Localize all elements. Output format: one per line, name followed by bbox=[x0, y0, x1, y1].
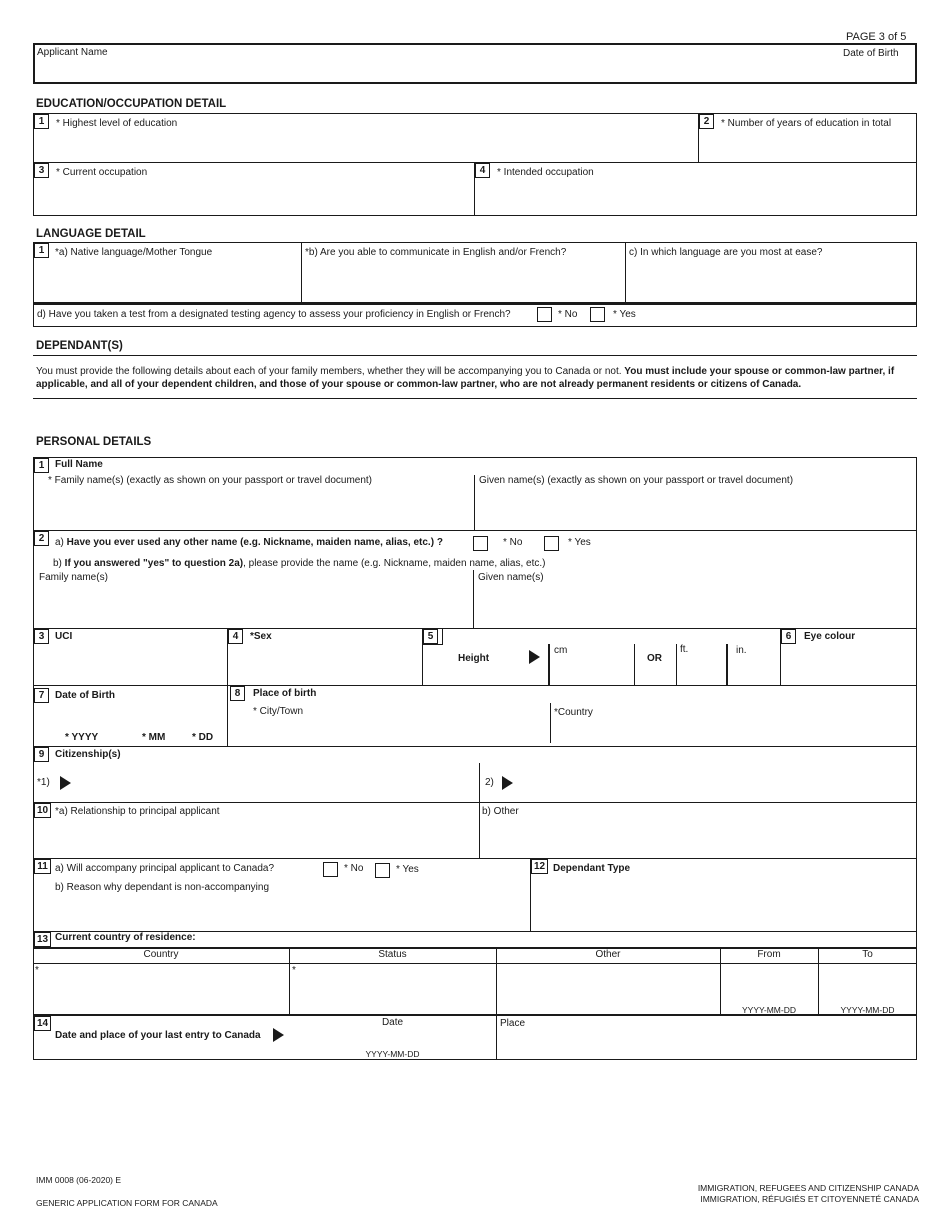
residence-status-header: Status bbox=[378, 949, 407, 960]
birth-city-label: * City/Town bbox=[253, 706, 304, 717]
residence-other-field[interactable] bbox=[499, 966, 718, 1013]
birth-country-field[interactable] bbox=[553, 721, 915, 744]
eye-colour-label: Eye colour bbox=[804, 631, 856, 642]
personal-q9-number: 9 bbox=[34, 747, 49, 762]
citizenship-2-label: 2) bbox=[485, 777, 494, 788]
other-name-yes-checkbox[interactable] bbox=[544, 536, 559, 551]
education-q3-number: 3 bbox=[34, 163, 49, 178]
height-label: Height bbox=[458, 653, 490, 664]
last-entry-date-field[interactable] bbox=[292, 1031, 492, 1047]
residence-other-header: Other bbox=[595, 949, 621, 960]
dependants-section-title: DEPENDANT(S) bbox=[36, 340, 123, 352]
personal-q14-number: 14 bbox=[34, 1016, 51, 1031]
language-test-no-label: * No bbox=[558, 309, 578, 320]
birth-year-label: * YYYY bbox=[65, 732, 99, 743]
most-at-ease-field[interactable] bbox=[628, 262, 915, 300]
height-or-label: OR bbox=[647, 653, 662, 664]
other-family-name-field[interactable] bbox=[36, 587, 472, 626]
height-in-label: in. bbox=[736, 645, 747, 656]
birth-day-label: * DD bbox=[192, 732, 214, 743]
language-test-label: d) Have you taken a test from a designated testing agency to assess your proficiency in English or French? bbox=[37, 309, 511, 320]
last-entry-label: Date and place of your last entry to Canada bbox=[55, 1030, 261, 1041]
uci-field[interactable] bbox=[36, 647, 224, 683]
last-entry-place-label: Place bbox=[500, 1018, 526, 1029]
non-accompany-reason-field[interactable] bbox=[54, 896, 526, 930]
highest-education-field[interactable] bbox=[54, 132, 694, 160]
birth-month-label: * MM bbox=[142, 732, 166, 743]
family-name-label: * Family name(s) (exactly as shown on your passport or travel document) bbox=[48, 475, 373, 486]
relationship-other-field[interactable] bbox=[482, 820, 914, 856]
accompany-yes-checkbox[interactable] bbox=[375, 863, 390, 878]
height-in-field[interactable] bbox=[730, 658, 778, 683]
birth-country-label: *Country bbox=[554, 707, 593, 718]
other-name-no-checkbox[interactable] bbox=[473, 536, 488, 551]
other-name-question: a) Have you ever used any other name (e.g. Nickname, maiden name, alias, etc.) ? bbox=[55, 537, 443, 548]
given-name-label: Given name(s) (exactly as shown on your passport or travel document) bbox=[479, 475, 794, 486]
dependants-intro: You must provide the following details about each of your family members, whether they will be accompanying you to Canada or not. You must include your spouse or common-law partner, if applicable, and all of your dependent children, and those of your spouse or common-law partner, who are not already permanent residents or citizens of Canada. bbox=[36, 366, 895, 390]
residence-to-header: To bbox=[862, 949, 873, 960]
personal-q11-number: 11 bbox=[34, 859, 51, 874]
accompany-question: a) Will accompany principal applicant to Canada? bbox=[55, 863, 275, 874]
education-q4-number: 4 bbox=[475, 163, 490, 178]
residence-from-format: YYYY-MM-DD bbox=[742, 1005, 796, 1015]
height-cm-label: cm bbox=[554, 645, 568, 656]
personal-q8-number: 8 bbox=[230, 686, 245, 701]
native-language-label: *a) Native language/Mother Tongue bbox=[55, 247, 213, 258]
residence-status-field[interactable] bbox=[292, 966, 494, 1013]
date-of-birth-label: Date of Birth bbox=[843, 48, 899, 59]
years-education-label: * Number of years of education in total bbox=[721, 118, 892, 129]
personal-q4-number: 4 bbox=[228, 629, 243, 644]
height-cm-field[interactable] bbox=[552, 658, 632, 683]
citizenship-2-arrow-icon bbox=[502, 776, 513, 790]
personal-q13-number: 13 bbox=[34, 932, 51, 947]
personal-q1-number: 1 bbox=[34, 458, 49, 473]
relationship-field[interactable] bbox=[36, 820, 476, 856]
accompany-no-checkbox[interactable] bbox=[323, 862, 338, 877]
personal-q12-number: 12 bbox=[531, 859, 548, 874]
page-number: PAGE 3 of 5 bbox=[846, 31, 907, 43]
citizenship-1-arrow-icon bbox=[60, 776, 71, 790]
given-name-field[interactable] bbox=[477, 490, 915, 528]
last-entry-place-field[interactable] bbox=[499, 1032, 915, 1058]
language-test-no-checkbox[interactable] bbox=[537, 307, 552, 322]
intended-occupation-label: * Intended occupation bbox=[497, 167, 594, 178]
date-of-birth-field-label: Date of Birth bbox=[55, 690, 115, 701]
department-name-en: IMMIGRATION, REFUGEES AND CITIZENSHIP CANADA bbox=[697, 1183, 919, 1193]
language-test-yes-label: * Yes bbox=[613, 309, 636, 320]
residence-to-format: YYYY-MM-DD bbox=[840, 1005, 895, 1015]
applicant-name-label: Applicant Name bbox=[37, 47, 108, 58]
education-q2-number: 2 bbox=[699, 114, 714, 129]
citizenship-1-field[interactable] bbox=[76, 768, 476, 798]
current-occupation-field[interactable] bbox=[54, 182, 472, 214]
education-q1-number: 1 bbox=[34, 114, 49, 129]
citizenship-1-label: *1) bbox=[37, 777, 50, 788]
uci-label: UCI bbox=[55, 631, 73, 642]
citizenship-2-field[interactable] bbox=[518, 768, 914, 798]
intended-occupation-field[interactable] bbox=[495, 182, 915, 214]
other-name-yes-label: * Yes bbox=[568, 537, 591, 548]
family-name-field[interactable] bbox=[36, 490, 472, 528]
residence-country-header: Country bbox=[143, 949, 179, 960]
current-occupation-label: * Current occupation bbox=[56, 167, 148, 178]
residence-from-field[interactable] bbox=[723, 966, 816, 1000]
other-name-instruction: b) If you answered "yes" to question 2a), please provide the name (e.g. Nickname, maiden name, alias, etc.) bbox=[53, 558, 546, 569]
other-family-name-label: Family name(s) bbox=[39, 572, 108, 583]
place-of-birth-label: Place of birth bbox=[253, 688, 317, 699]
citizenship-label: Citizenship(s) bbox=[55, 749, 121, 760]
accompany-yes-label: * Yes bbox=[396, 864, 419, 875]
height-ft-field[interactable] bbox=[679, 658, 724, 683]
most-at-ease-label: c) In which language are you most at ease? bbox=[629, 247, 823, 258]
relationship-other-label: b) Other bbox=[482, 806, 519, 817]
personal-q10-number: 10 bbox=[34, 803, 51, 818]
current-residence-label: Current country of residence: bbox=[55, 932, 196, 943]
residence-country-field[interactable] bbox=[36, 966, 287, 1013]
form-name: GENERIC APPLICATION FORM FOR CANADA bbox=[36, 1198, 218, 1208]
personal-section-title: PERSONAL DETAILS bbox=[36, 436, 152, 448]
department-name-fr: IMMIGRATION, RÉFUGIÉS ET CITOYENNETÉ CANADA bbox=[700, 1194, 919, 1204]
communicate-english-french-field[interactable] bbox=[304, 262, 622, 300]
other-name-no-label: * No bbox=[503, 537, 523, 548]
sex-label: *Sex bbox=[250, 631, 272, 642]
dependant-type-label: Dependant Type bbox=[553, 863, 631, 874]
last-entry-arrow-icon bbox=[273, 1028, 284, 1042]
eye-colour-field[interactable] bbox=[783, 647, 915, 683]
birth-city-field[interactable] bbox=[252, 720, 546, 744]
personal-q7-number: 7 bbox=[34, 688, 49, 703]
language-test-yes-checkbox[interactable] bbox=[590, 307, 605, 322]
residence-from-header: From bbox=[757, 949, 781, 960]
last-entry-date-label: Date bbox=[381, 1017, 404, 1028]
highest-education-label: * Highest level of education bbox=[56, 118, 178, 129]
native-language-field[interactable] bbox=[36, 262, 298, 300]
form-code: IMM 0008 (06-2020) E bbox=[36, 1175, 122, 1185]
birth-date-field[interactable] bbox=[36, 705, 224, 730]
language-section-title: LANGUAGE DETAIL bbox=[36, 228, 146, 240]
applicant-header bbox=[33, 43, 917, 84]
dependant-type-field[interactable] bbox=[533, 880, 915, 930]
non-accompany-reason-label: b) Reason why dependant is non-accompanying bbox=[55, 882, 270, 893]
education-section-title: EDUCATION/OCCUPATION DETAIL bbox=[36, 98, 227, 110]
height-ft-label: ft. bbox=[680, 644, 689, 655]
last-entry-date-format: YYYY-MM-DD bbox=[365, 1049, 420, 1059]
relationship-label: *a) Relationship to principal applicant bbox=[55, 806, 220, 817]
residence-to-field[interactable] bbox=[821, 966, 915, 1000]
personal-q3-number: 3 bbox=[34, 629, 49, 644]
personal-q6-number: 6 bbox=[781, 629, 796, 644]
personal-q2-number: 2 bbox=[34, 531, 49, 546]
years-education-field[interactable] bbox=[720, 132, 915, 160]
personal-q5-number: 5 bbox=[423, 629, 438, 644]
residence-country-required: * bbox=[35, 965, 39, 976]
language-q1-number: 1 bbox=[34, 243, 49, 258]
sex-field[interactable] bbox=[230, 647, 420, 683]
residence-status-required: * bbox=[292, 965, 296, 976]
other-given-name-label: Given name(s) bbox=[478, 572, 544, 583]
communicate-english-french-label: *b) Are you able to communicate in English and/or French? bbox=[305, 247, 567, 258]
full-name-label: Full Name bbox=[55, 459, 103, 470]
height-arrow-icon bbox=[529, 650, 540, 664]
accompany-no-label: * No bbox=[344, 863, 364, 874]
other-given-name-field[interactable] bbox=[476, 587, 915, 626]
